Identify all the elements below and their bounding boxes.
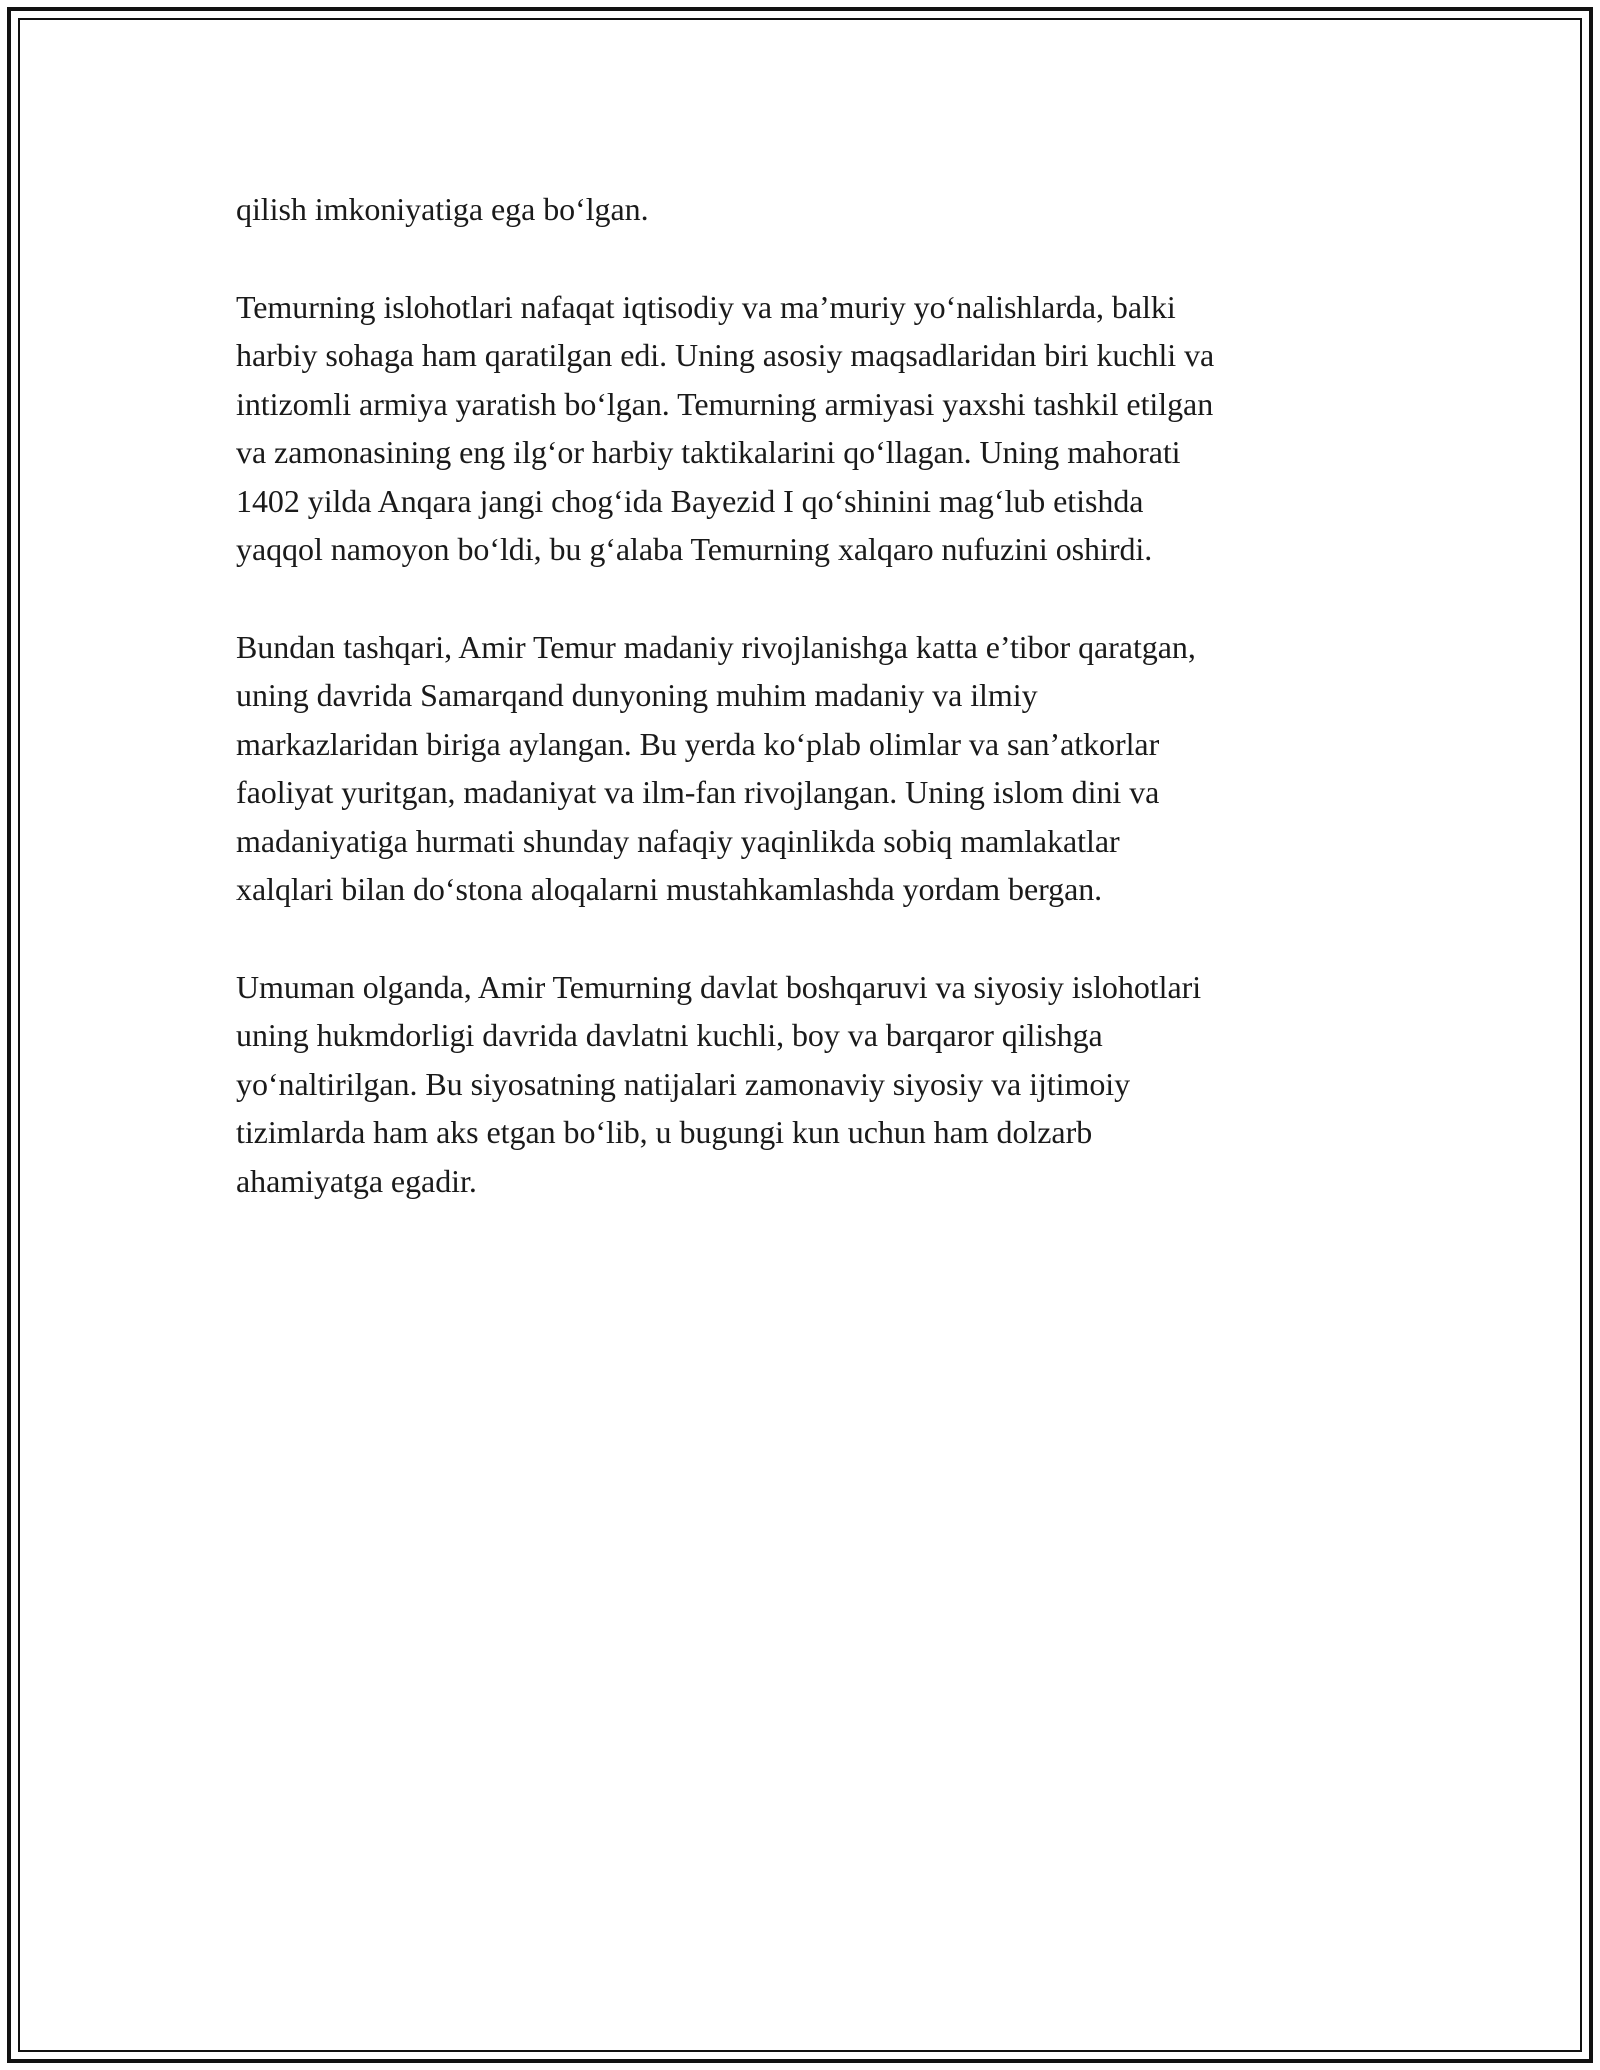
paragraph-2: Temurning islohotlari nafaqat iqtisodiy va ma’muriy yo‘nalishlarda, balki harbiy sohaga ham qaratilgan edi. Uning asosiy maqsadlaridan biri kuchli va intizomli armiya yaratish bo‘lgan. Temurning armiyasi yaxshi tashkil etilgan va zamonasining eng ilg‘or harbiy taktikalarini qo‘llagan. Uning mahorati 1402 yilda Anqara jangi chog‘ida Bayezid I qo‘shinini mag‘lub etishda yaqqol namoyon bo‘ldi, bu g‘alaba Temurning xalqaro nufuzini oshirdi. xyxy=(236,288,1215,567)
paragraph-1: qilish imkoniyatiga ega bo‘lgan. xyxy=(236,191,649,227)
paragraph-4: Umuman olganda, Amir Temurning davlat boshqaruvi va siyosiy islohotlari uning hukmdorligi davrida davlatni kuchli, boy va barqaror qilishga yo‘naltirilgan. Bu siyosatning natijalari zamonaviy siyosiy va ijtimoiy tizimlarda ham aks etgan bo‘lib, u bugungi kun uchun ham dolzarb ahamiyatga egadir. xyxy=(236,968,1202,1199)
paragraph-3: Bundan tashqari, Amir Temur madaniy rivojlanishga katta e’tibor qaratgan, uning davrida Samarqand dunyoning muhim madaniy va ilmiy markazlaridan biriga aylangan. Bu yerda ko‘plab olimlar va san’atkorlar faoliyat yuritgan, madaniyat va ilm-fan rivojlangan. Uning islom dini va madaniyatiga hurmati shunday nafaqiy yaqinlikda sobiq mamlakatlar xalqlari bilan do‘stona aloqalarni mustahkamlashda yordam bergan. xyxy=(236,628,1196,907)
document-body xyxy=(236,185,1376,1254)
